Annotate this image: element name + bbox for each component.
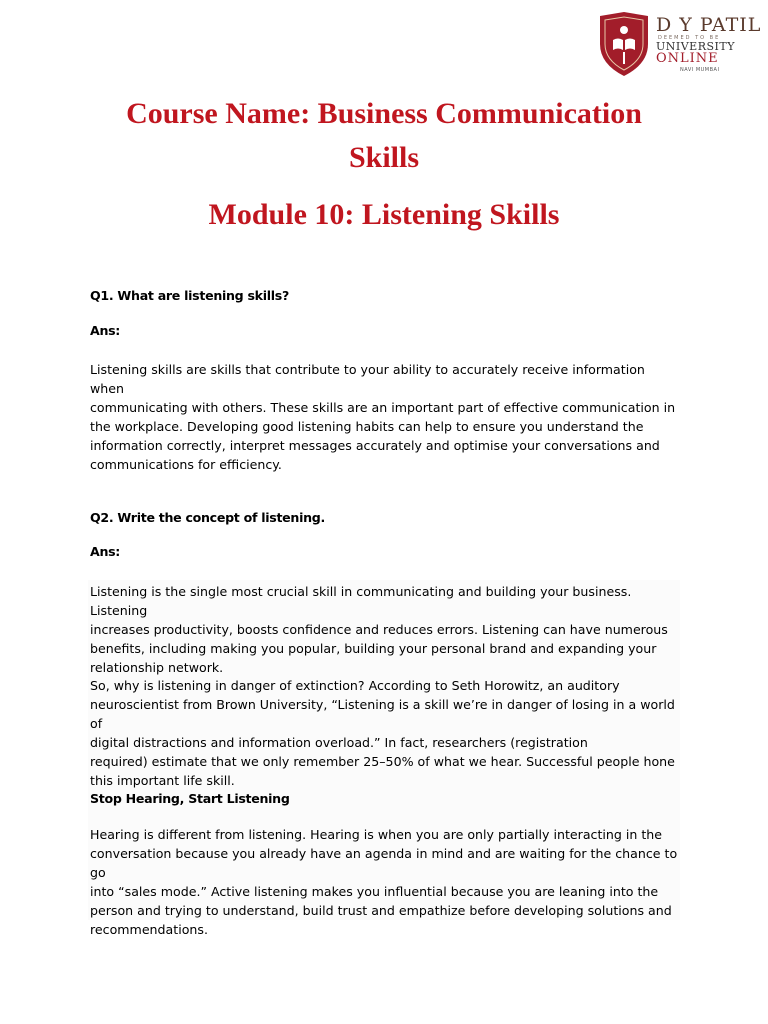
q1-answer-line: Listening skills are skills that contribute to your ability to accurately receive information when: [90, 362, 645, 396]
module-title: Module 10: Listening Skills: [208, 198, 560, 231]
q1-answer-line: information correctly, interpret messages accurately and optimise your conversations and: [90, 438, 660, 453]
q2-para2-line: So, why is listening in danger of extinction? According to Seth Horowitz, an auditory: [90, 678, 620, 693]
q1-answer-line: the workplace. Developing good listening habits can help to ensure you understand the: [90, 419, 644, 434]
q2-para2-line: neuroscientist from Brown University, “Listening is a skill we’re in danger of losing in a world of: [90, 697, 675, 731]
q2-para1-line: relationship network.: [90, 660, 224, 675]
q2-ans-label: Ans:: [90, 544, 121, 559]
q2-para2-line: digital distractions and information overload.” In fact, researchers (registration: [90, 735, 588, 750]
logo-deemed-text: DEEMED TO BE: [658, 35, 721, 41]
logo-university-text: UNIVERSITY: [656, 40, 735, 53]
q2-para1-line: increases productivity, boosts confidence and reduces errors. Listening can have numerous: [90, 622, 668, 637]
q2-para3-line: person and trying to understand, build trust and empathize before developing solutions and: [90, 903, 672, 918]
q1-answer: [90, 360, 680, 474]
q2-para3-line: into “sales mode.” Active listening makes you influential because you are leaning into the: [90, 884, 659, 899]
q1-ans-label: Ans:: [90, 323, 121, 338]
logo-city-text: NAVI MUMBAI: [680, 67, 720, 73]
q1-answer-line: communicating with others. These skills are an important part of effective communication in: [90, 400, 676, 415]
university-logo: [596, 10, 762, 82]
shield-emblem-icon: [596, 10, 652, 78]
q1-question: Q1. What are listening skills?: [90, 288, 289, 303]
q2-para3-line: conversation because you already have an agenda in mind and are waiting for the chance to go: [90, 846, 678, 880]
q2-question: Q2. Write the concept of listening.: [90, 510, 325, 525]
q2-para2-line: required) estimate that we only remember 25–50% of what we hear. Successful people hone: [90, 754, 675, 769]
q2-paragraph-3: [90, 825, 680, 939]
q2-para1-line: Listening is the single most crucial skill in communicating and building your business. Listening: [90, 584, 632, 618]
q2-para2-line: this important life skill.: [90, 773, 235, 788]
q2-paragraph-2: [90, 676, 680, 790]
logo-online-text: ONLINE: [656, 51, 719, 66]
q2-para1-line: benefits, including making you popular, building your personal brand and expanding your: [90, 641, 657, 656]
course-title-line-2: Skills: [348, 141, 420, 174]
q2-para3-line: Hearing is different from listening. Hearing is when you are only partially interacting in the: [90, 827, 663, 842]
q2-para3-line: recommendations.: [90, 922, 208, 937]
logo-name: D Y PATIL: [656, 14, 762, 36]
course-title: [0, 92, 768, 180]
q2-subheading: Stop Hearing, Start Listening: [90, 791, 290, 806]
course-title-line-1: Course Name: Business Communication: [126, 97, 642, 130]
q1-answer-line: communications for efficiency.: [90, 457, 282, 472]
q2-paragraph-1: [90, 582, 680, 677]
